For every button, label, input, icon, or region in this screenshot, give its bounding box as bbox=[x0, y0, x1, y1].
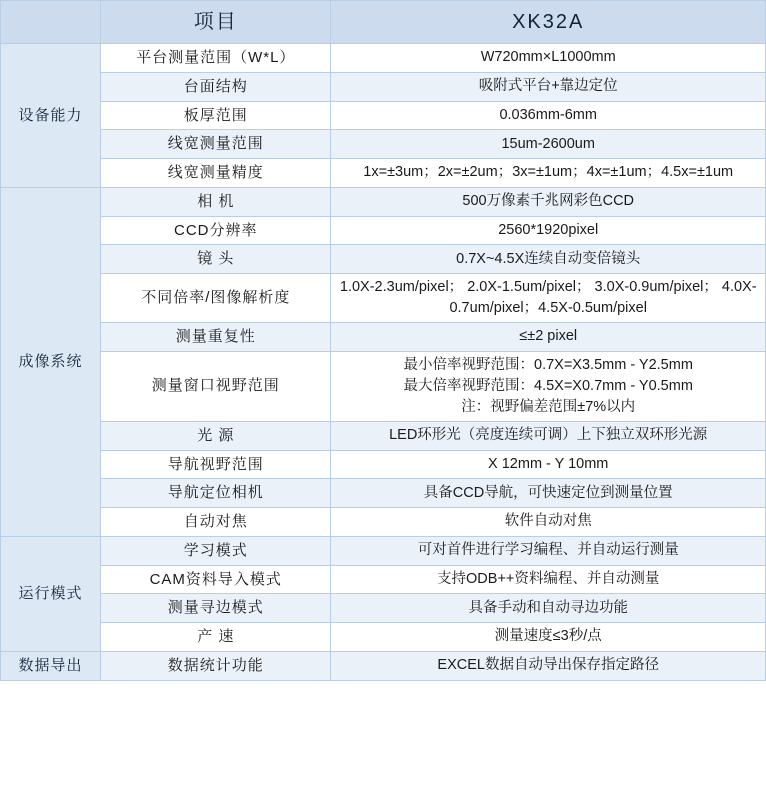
row-item-label: 导航视野范围 bbox=[101, 450, 331, 479]
row-item-label: CCD分辨率 bbox=[101, 216, 331, 245]
table-row bbox=[1, 450, 766, 479]
row-value: 0.7X~4.5X连续自动变倍镜头 bbox=[331, 245, 766, 274]
group-label-cell: 运行模式 bbox=[1, 536, 101, 651]
row-value: X 12mm - Y 10mm bbox=[331, 450, 766, 479]
row-item-label: 测量窗口视野范围 bbox=[101, 351, 331, 421]
row-value: LED环形光（亮度连续可调）上下独立双环形光源 bbox=[331, 421, 766, 450]
table-row bbox=[1, 216, 766, 245]
table-row bbox=[1, 421, 766, 450]
table-row bbox=[1, 323, 766, 352]
row-value: 1.0X-2.3um/pixel； 2.0X-1.5um/pixel； 3.0X-0.9um/pixel； 4.0X-0.7um/pixel；4.5X-0.5um/pixel bbox=[331, 274, 766, 323]
row-item-label: CAM资料导入模式 bbox=[101, 565, 331, 594]
row-value: 0.036mm-6mm bbox=[331, 101, 766, 130]
table-row bbox=[1, 351, 766, 421]
row-value: EXCEL数据自动导出保存指定路径 bbox=[331, 651, 766, 680]
table-row bbox=[1, 245, 766, 274]
row-item-label: 产 速 bbox=[101, 623, 331, 652]
table-row bbox=[1, 594, 766, 623]
row-item-label: 学习模式 bbox=[101, 536, 331, 565]
group-label-cell: 成像系统 bbox=[1, 187, 101, 536]
row-value: 具备CCD导航，可快速定位到测量位置 bbox=[331, 479, 766, 508]
row-value: 支持ODB++资料编程、并自动测量 bbox=[331, 565, 766, 594]
row-value: ≤±2 pixel bbox=[331, 323, 766, 352]
table-row bbox=[1, 651, 766, 680]
row-item-label: 线宽测量范围 bbox=[101, 130, 331, 159]
row-item-label: 镜 头 bbox=[101, 245, 331, 274]
row-value: 可对首件进行学习编程、并自动运行测量 bbox=[331, 536, 766, 565]
row-value: 2560*1920pixel bbox=[331, 216, 766, 245]
row-item-label: 测量寻边模式 bbox=[101, 594, 331, 623]
table-row bbox=[1, 508, 766, 537]
table-row bbox=[1, 101, 766, 130]
header-value-cell: XK32A bbox=[331, 1, 766, 44]
row-value: 15um-2600um bbox=[331, 130, 766, 159]
row-value: 吸附式平台+靠边定位 bbox=[331, 72, 766, 101]
row-value: 最小倍率视野范围：0.7X=X3.5mm - Y2.5mm 最大倍率视野范围：4.5X=X0.7mm - Y0.5mm 注：视野偏差范围±7%以内 bbox=[331, 351, 766, 421]
row-item-label: 导航定位相机 bbox=[101, 479, 331, 508]
row-value: 具备手动和自动寻边功能 bbox=[331, 594, 766, 623]
row-item-label: 光 源 bbox=[101, 421, 331, 450]
header-blank-cell bbox=[1, 1, 101, 44]
row-item-label: 板厚范围 bbox=[101, 101, 331, 130]
table-row bbox=[1, 130, 766, 159]
row-item-label: 数据统计功能 bbox=[101, 651, 331, 680]
row-item-label: 相 机 bbox=[101, 187, 331, 216]
row-item-label: 测量重复性 bbox=[101, 323, 331, 352]
header-item-cell: 项目 bbox=[101, 1, 331, 44]
table-row bbox=[1, 536, 766, 565]
table-row bbox=[1, 623, 766, 652]
row-item-label: 自动对焦 bbox=[101, 508, 331, 537]
row-item-label: 平台测量范围（W*L） bbox=[101, 44, 331, 73]
row-value: 500万像素千兆网彩色CCD bbox=[331, 187, 766, 216]
row-value: 测量速度≤3秒/点 bbox=[331, 623, 766, 652]
group-label-cell: 数据导出 bbox=[1, 651, 101, 680]
group-label-cell: 设备能力 bbox=[1, 44, 101, 188]
table-row bbox=[1, 159, 766, 188]
row-item-label: 线宽测量精度 bbox=[101, 159, 331, 188]
table-row bbox=[1, 565, 766, 594]
table-row bbox=[1, 274, 766, 323]
table-row bbox=[1, 72, 766, 101]
table-row bbox=[1, 187, 766, 216]
row-item-label: 不同倍率/图像解析度 bbox=[101, 274, 331, 323]
row-item-label: 台面结构 bbox=[101, 72, 331, 101]
table-row bbox=[1, 479, 766, 508]
table-header-row bbox=[1, 1, 766, 44]
row-value: W720mm×L1000mm bbox=[331, 44, 766, 73]
row-value: 软件自动对焦 bbox=[331, 508, 766, 537]
row-value: 1x=±3um；2x=±2um；3x=±1um；4x=±1um；4.5x=±1um bbox=[331, 159, 766, 188]
table-row bbox=[1, 44, 766, 73]
